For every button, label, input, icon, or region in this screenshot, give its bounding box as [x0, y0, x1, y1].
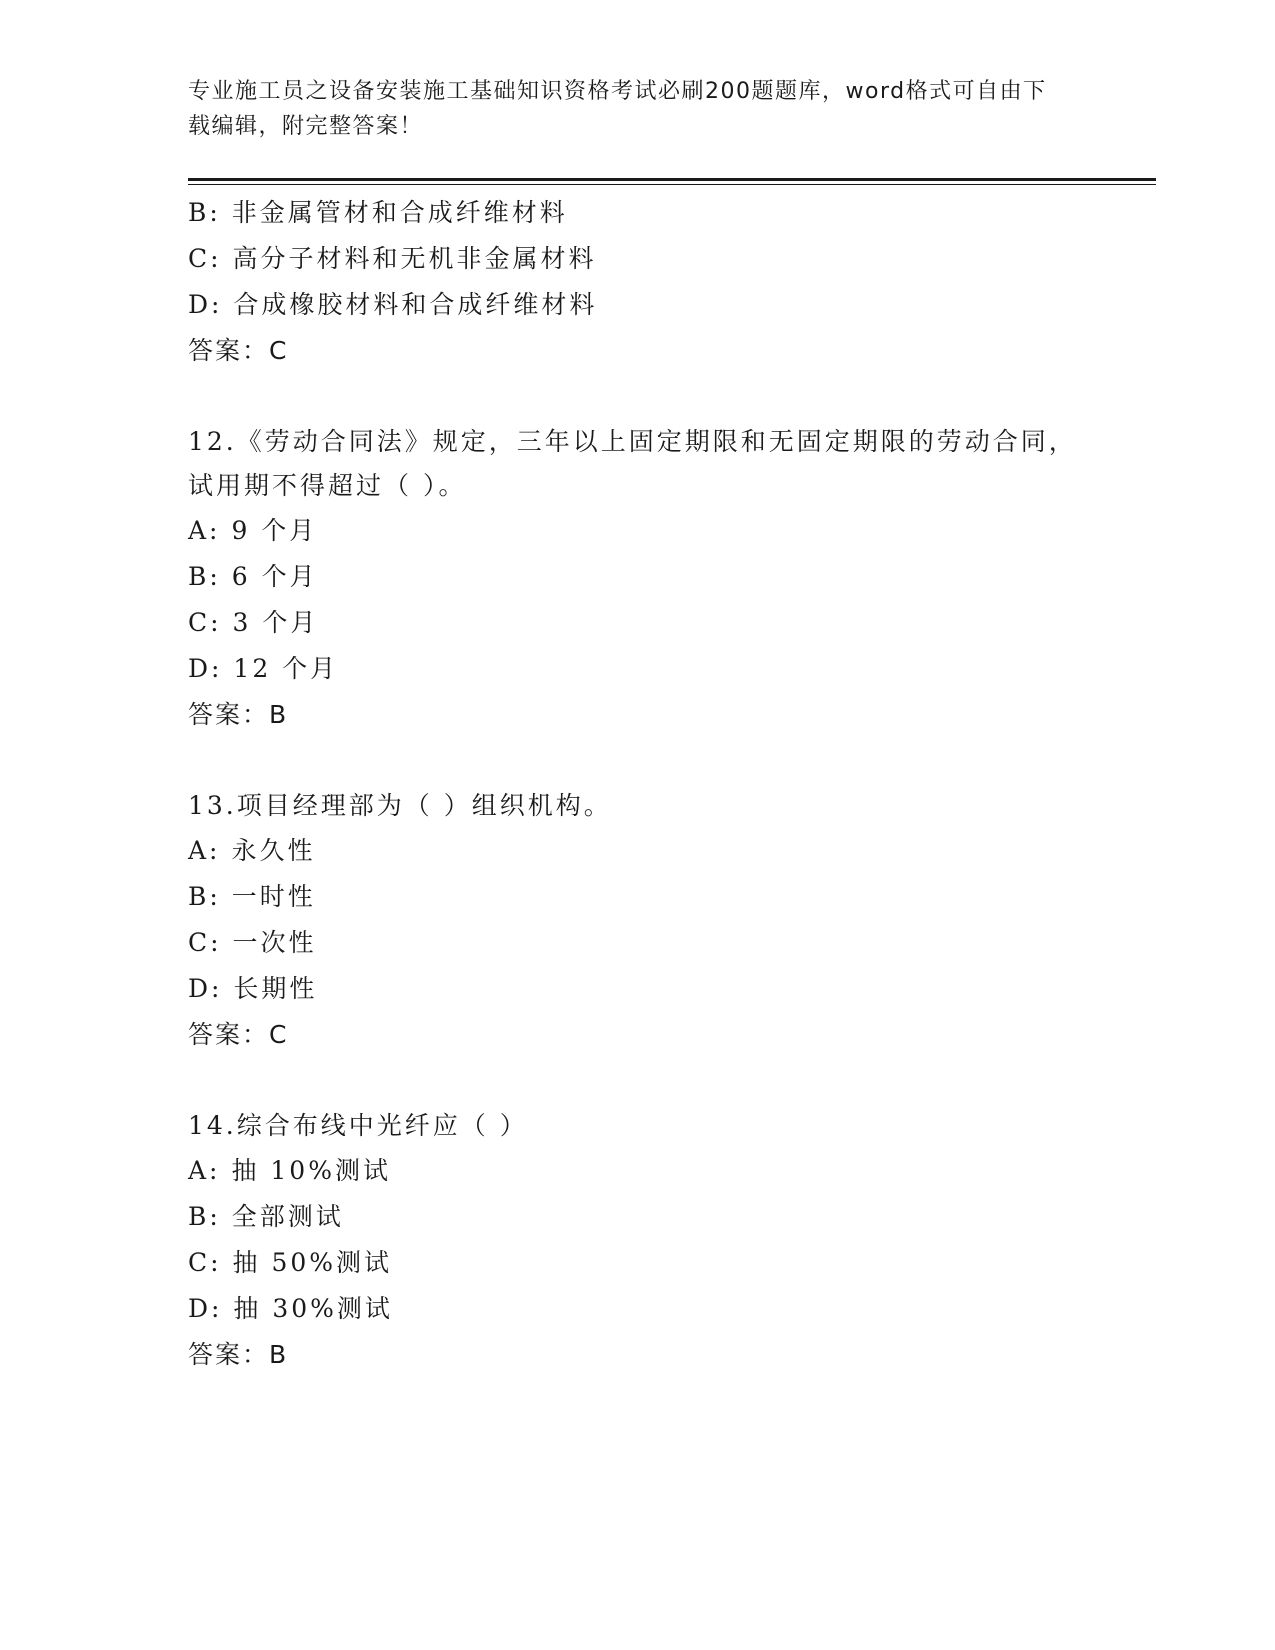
option-a: A: 抽 10%测试	[188, 1156, 391, 1185]
option-d: D: 长期性	[188, 974, 318, 1003]
spacer	[188, 738, 1088, 784]
option-a: A: 永久性	[188, 836, 316, 865]
option-c: C: 高分子材料和无机非金属材料	[188, 244, 597, 273]
header-divider-thick	[188, 178, 1156, 181]
option-d: D: 抽 30%测试	[188, 1294, 393, 1323]
option-b: B: 6 个月	[188, 562, 318, 591]
option-a: A: 9 个月	[188, 516, 318, 545]
option-b: B: 非金属管材和合成纤维材料	[188, 198, 568, 227]
answer-line: 答案：C	[188, 1020, 289, 1049]
question-12	[188, 420, 1088, 738]
option-b: B: 全部测试	[188, 1202, 344, 1231]
answer-line: 答案：B	[188, 700, 289, 729]
question-stem: 14.综合布线中光纤应（ ）	[188, 1111, 528, 1140]
option-d: D: 合成橡胶材料和合成纤维材料	[188, 290, 598, 319]
spacer	[188, 374, 1088, 420]
question-stem: 13.项目经理部为（ ）组织机构。	[188, 791, 612, 820]
answer-line: 答案：C	[188, 336, 289, 365]
document-header: 专业施工员之设备安装施工基础知识资格考试必刷200题题库，word格式可自由下载编辑，附完整答案！	[188, 79, 1047, 139]
answer-line: 答案：B	[188, 1340, 289, 1369]
header-divider-thin	[188, 184, 1156, 185]
option-d: D: 12 个月	[188, 654, 339, 683]
question-stem: 12.《劳动合同法》规定，三年以上固定期限和无固定期限的劳动合同，试用期不得超过（ ）。	[188, 427, 1077, 500]
question-14	[188, 1104, 1088, 1378]
option-c: C: 抽 50%测试	[188, 1248, 393, 1277]
question-13	[188, 784, 1088, 1058]
question-11-continuation	[188, 190, 1088, 374]
option-c: C: 一次性	[188, 928, 317, 957]
spacer	[188, 1058, 1088, 1104]
option-b: B: 一时性	[188, 882, 316, 911]
option-c: C: 3 个月	[188, 608, 319, 637]
document-body	[188, 190, 1088, 1378]
